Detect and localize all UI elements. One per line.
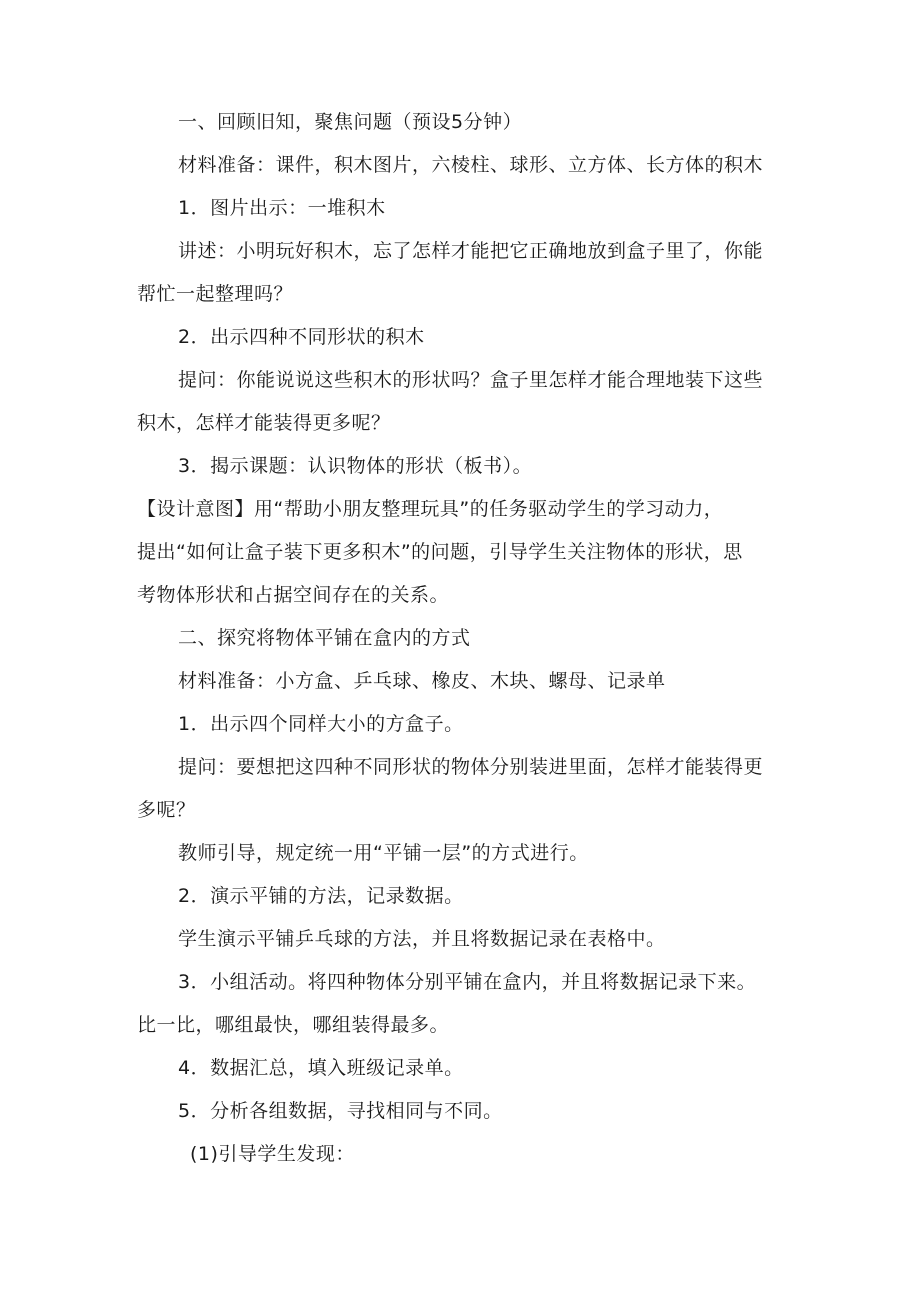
step-2-3-line-1: 3．小组活动。将四种物体分别平铺在盒内，并且将数据记录下来。 — [178, 971, 757, 993]
step-2-2: 2．演示平铺的方法，记录数据。 — [178, 885, 464, 907]
section-heading-2: 二、探究将物体平铺在盒内的方式 — [178, 627, 471, 649]
step-1-2: 2．出示四种不同形状的积木 — [178, 326, 425, 348]
student-demo: 学生演示平铺乒乓球的方法，并且将数据记录在表格中。 — [178, 928, 666, 950]
step-2-5: 5．分析各组数据，寻找相同与不同。 — [178, 1100, 503, 1122]
question-2-line-2: 多呢？ — [137, 799, 196, 821]
step-1-1: 1．图片出示：一堆积木 — [178, 197, 386, 219]
teacher-guidance: 教师引导，规定统一用“平铺一层”的方式进行。 — [178, 842, 589, 864]
substep-1: (1)引导学生发现： — [190, 1143, 355, 1165]
design-intent-line-2: 提出“如何让盒子装下更多积木”的问题，引导学生关注物体的形状，思 — [137, 541, 743, 563]
step-2-3-line-2: 比一比，哪组最快，哪组装得最多。 — [137, 1014, 450, 1036]
question-line-1: 提问：你能说说这些积木的形状吗？盒子里怎样才能合理地装下这些 — [178, 369, 764, 391]
design-intent-line-1: 【设计意图】用“帮助小朋友整理玩具”的任务驱动学生的学习动力， — [137, 498, 724, 520]
narration-line-2: 帮忙一起整理吗？ — [137, 283, 294, 305]
question-line-2: 积木，怎样才能装得更多呢？ — [137, 412, 391, 434]
step-1-3: 3．揭示课题：认识物体的形状（板书）。 — [178, 455, 533, 477]
narration-line-1: 讲述：小明玩好积木，忘了怎样才能把它正确地放到盒子里了，你能 — [178, 240, 764, 262]
step-2-1: 1．出示四个同样大小的方盒子。 — [178, 713, 464, 735]
step-2-4: 4．数据汇总，填入班级记录单。 — [178, 1057, 464, 1079]
design-intent-line-3: 考物体形状和占据空间存在的关系。 — [137, 584, 450, 606]
materials-line-1: 材料准备：课件，积木图片，六棱柱、球形、立方体、长方体的积木 — [178, 154, 764, 176]
section-heading-1: 一、回顾旧知，聚焦问题（预设5分钟） — [178, 111, 523, 133]
materials-line-2: 材料准备：小方盒、乒乓球、橡皮、木块、螺母、记录单 — [178, 670, 666, 692]
question-2-line-1: 提问：要想把这四种不同形状的物体分别装进里面，怎样才能装得更 — [178, 756, 764, 778]
